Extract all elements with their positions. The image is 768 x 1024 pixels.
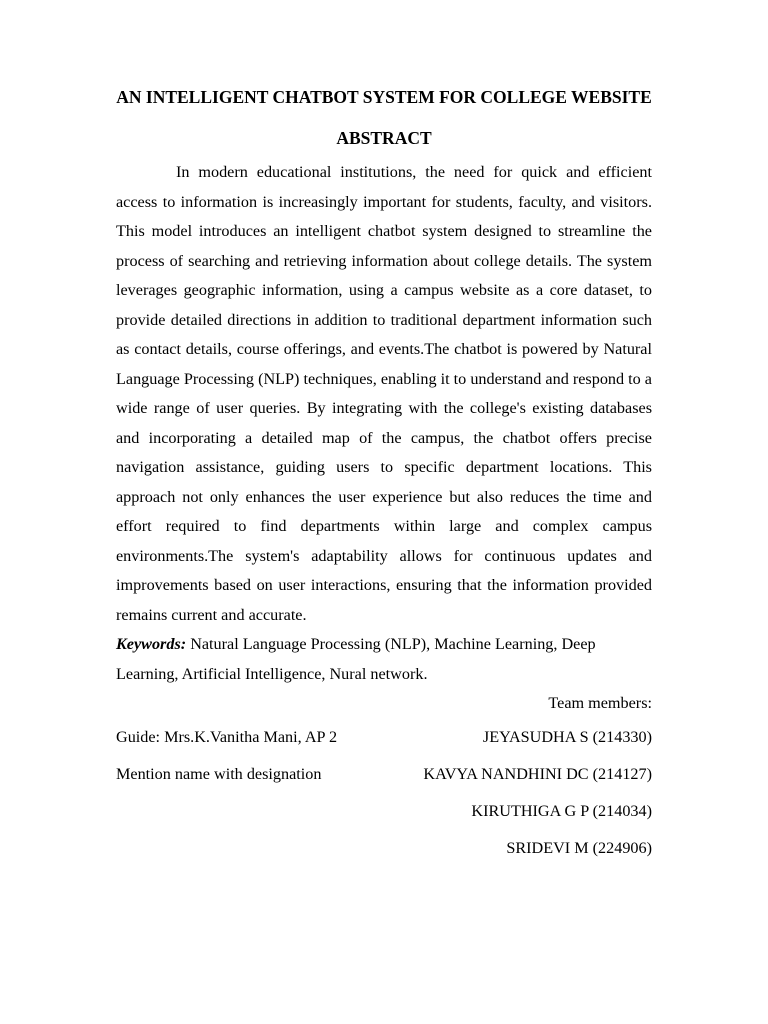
team-row — [116, 756, 652, 793]
team-member: SRIDEVI M (224906) — [506, 838, 652, 857]
document-page — [116, 84, 652, 867]
section-heading: ABSTRACT — [336, 128, 432, 148]
abstract-paragraph: In modern educational institutions, the need for quick and efficient access to information is increasingly important for students, faculty, and visitors. This model introduces an intelligent chatbot system designed to streamline the process of searching and retrieving information about college details. The system leverages geographic information, using a campus website as a core dataset, to provide detailed directions in addition to traditional department information such as contact details, course offerings, and events.The chatbot is powered by Natural Language Processing (NLP) techniques, enabling it to understand and respond to a wide range of user queries. By integrating with the college's existing databases and incorporating a detailed map of the campus, the chatbot offers precise navigation assistance, guiding users to specific department locations. This approach not only enhances the user experience but also reduces the time and effort required to find departments within large and complex campus environments.The system's adaptability allows for continuous updates and improvements based on user interactions, ensuring that the information provided remains current and accurate. — [116, 163, 652, 624]
keywords-text: Natural Language Processing (NLP), Machine Learning, Deep Learning, Artificial Intelligence, Nural network. — [116, 635, 596, 683]
team-row — [116, 830, 652, 867]
team-member: JEYASUDHA S (214330) — [482, 727, 652, 746]
keywords-line — [116, 630, 652, 689]
team-section — [116, 689, 652, 867]
team-members-label: Team members: — [548, 694, 652, 712]
designation-note: Mention name with designation — [116, 764, 322, 783]
team-member: KIRUTHIGA G P (214034) — [471, 801, 652, 820]
team-row — [116, 793, 652, 830]
keywords-label: Keywords: — [116, 635, 187, 653]
guide-text: Guide: Mrs.K.Vanitha Mani, AP 2 — [116, 727, 338, 746]
team-row — [116, 719, 652, 756]
document-title: AN INTELLIGENT CHATBOT SYSTEM FOR COLLEGE WEBSITE — [116, 87, 652, 107]
team-member: KAVYA NANDHINI DC (214127) — [423, 764, 652, 783]
